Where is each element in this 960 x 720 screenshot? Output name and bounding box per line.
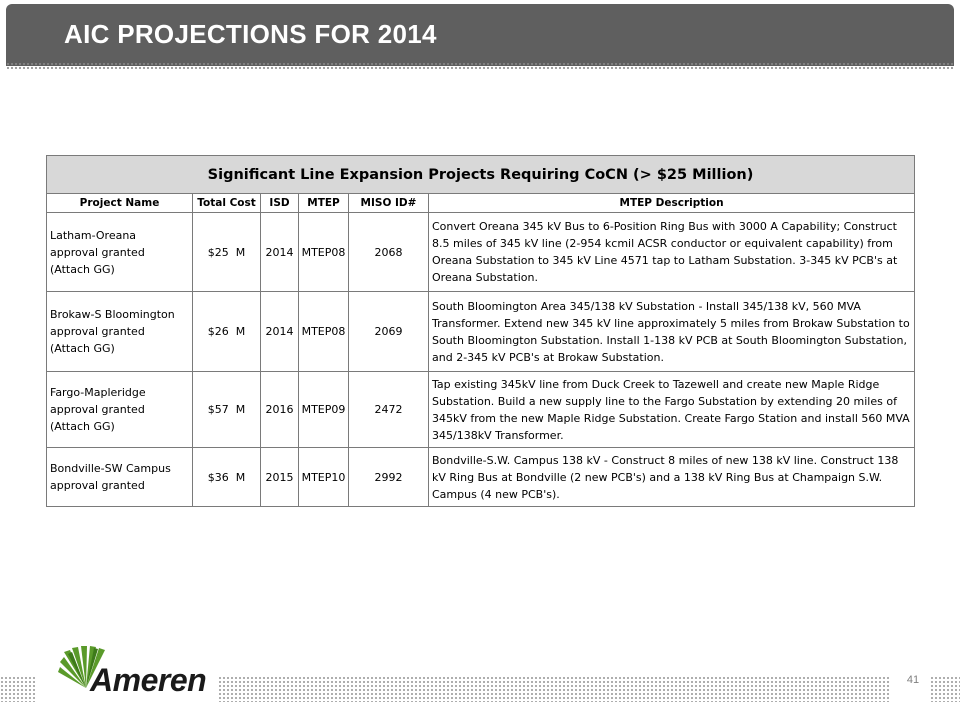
isd-cell: 2014	[261, 292, 299, 372]
miso-id-cell: 2068	[349, 213, 429, 292]
mtep-cell: MTEP09	[299, 372, 349, 448]
footer-dotted-divider	[218, 676, 891, 702]
project-name-line: Brokaw-S Bloomington	[50, 308, 175, 321]
table-row	[47, 372, 915, 448]
ameren-logo	[58, 640, 228, 710]
title-bar	[6, 4, 954, 66]
miso-id-cell: 2992	[349, 448, 429, 507]
project-name-line: approval granted	[50, 403, 145, 416]
project-name-line: (Attach GG)	[50, 420, 115, 433]
projects-table	[46, 155, 915, 507]
table-caption: Significant Line Expansion Projects Requiring CoCN (> $25 Million)	[47, 156, 915, 194]
mtep-description-cell: Convert Oreana 345 kV Bus to 6-Position Ring Bus with 3000 A Capability; Construct 8.5 miles of 345 kV line (2-954 kcmil ACSR conductor or equivalent capability) from Oreana Substation to 345 kV Line 4571 tap to Latham Substation. 3-345 kV PCB's at Oreana Substation.	[429, 213, 915, 292]
project-name-line: approval granted	[50, 325, 145, 338]
miso-id-cell: 2069	[349, 292, 429, 372]
total-cost-cell: $25 M	[193, 213, 261, 292]
column-header-mtep-description: MTEP Description	[429, 194, 915, 213]
project-name-line: approval granted	[50, 245, 145, 259]
project-name-line: (Attach GG)	[50, 262, 115, 276]
total-cost-cell: $26 M	[193, 292, 261, 372]
project-name-line: (Attach GG)	[50, 342, 115, 355]
project-name-line: Bondville-SW Campus	[50, 462, 171, 475]
project-name-line: Fargo-Mapleridge	[50, 386, 146, 399]
column-header-miso-id: MISO ID#	[349, 194, 429, 213]
column-header-total-cost: Total Cost	[193, 194, 261, 213]
logo-wordmark: Ameren	[90, 662, 207, 698]
column-header-mtep: MTEP	[299, 194, 349, 213]
mtep-cell: MTEP08	[299, 292, 349, 372]
project-name-cell	[47, 372, 193, 448]
isd-cell: 2016	[261, 372, 299, 448]
project-name-line: approval granted	[50, 479, 145, 492]
project-name-cell	[47, 448, 193, 507]
total-cost-cell: $36 M	[193, 448, 261, 507]
table-caption-row	[47, 156, 915, 194]
mtep-description-cell: Tap existing 345kV line from Duck Creek to Tazewell and create new Maple Ridge Substation. Build a new supply line to the Fargo Substation by extending 20 miles of 345kV from the new Maple Ridge Substation. Create Fargo Station and install 560 MVA 345/138kV Transformer.	[429, 372, 915, 448]
table-row	[47, 448, 915, 507]
mtep-description-cell: South Bloomington Area 345/138 kV Substation - Install 345/138 kV, 560 MVA Transformer. Extend new 345 kV line approximately 5 miles from Brokaw Substation to South Bloomington Substation. Install 1-138 kV PCB at South Bloomington Substation, and 2-345 kV PCB's at Brokaw Substation.	[429, 292, 915, 372]
miso-id-cell: 2472	[349, 372, 429, 448]
project-name-cell	[47, 292, 193, 372]
page-number: 41	[906, 674, 920, 686]
table-header-row	[47, 194, 915, 213]
total-cost-cell: $57 M	[193, 372, 261, 448]
header-dotted-divider	[6, 62, 954, 70]
mtep-cell: MTEP08	[299, 213, 349, 292]
isd-cell: 2015	[261, 448, 299, 507]
table-row	[47, 213, 915, 292]
project-name-line: Latham-Oreana	[50, 228, 137, 242]
footer-dotted-divider-right	[930, 676, 960, 702]
column-header-project-name: Project Name	[47, 194, 193, 213]
column-header-isd: ISD	[261, 194, 299, 213]
footer-dotted-divider-left	[0, 676, 36, 702]
page-title: AIC PROJECTIONS FOR 2014	[64, 19, 437, 49]
isd-cell: 2014	[261, 213, 299, 292]
mtep-description-cell: Bondville-S.W. Campus 138 kV - Construct 8 miles of new 138 kV line. Construct 138 kV Ring Bus at Bondville (2 new PCB's) and a 138 kV Ring Bus at Champaign S.W. Campus (4 new PCB's).	[429, 448, 915, 507]
project-name-cell	[47, 213, 193, 292]
table-row	[47, 292, 915, 372]
mtep-cell: MTEP10	[299, 448, 349, 507]
